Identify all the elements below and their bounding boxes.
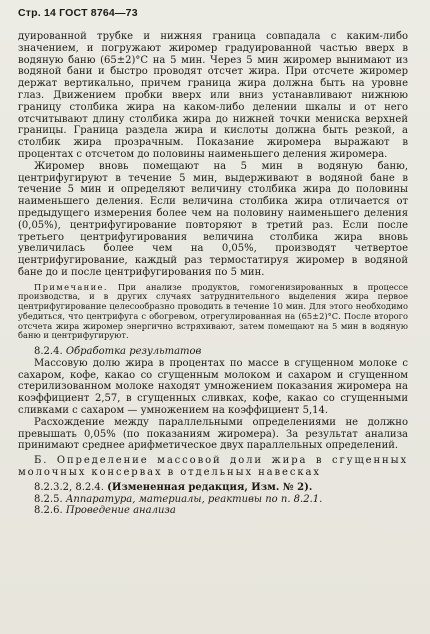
section-title: Аппаратура, материалы, реактивы по п. 8.2.1. xyxy=(65,493,323,505)
note-label: Примечание. xyxy=(34,281,108,292)
section-number: 8.2.6. xyxy=(34,505,66,517)
page-header: Стр. 14 ГОСТ 8764—73 xyxy=(18,7,138,19)
section-number: 8.2.4. xyxy=(34,345,66,357)
section-title: Проведение анализа xyxy=(65,505,176,517)
edit-text: (Измененная редакция, Изм. № 2). xyxy=(107,481,313,493)
section-b-heading: Б. Определение массовой доли жира в сгущенных молочных консервах в отдельных навесках xyxy=(18,455,408,478)
section-number: 8.2.5. xyxy=(34,493,66,505)
section-title: Обработка результатов xyxy=(65,345,202,357)
note-paragraph xyxy=(18,283,408,341)
edit-note xyxy=(18,482,408,494)
edit-number: 8.2.3.2, 8.2.4. xyxy=(34,481,108,493)
note-text: При анализе продуктов, гомогенизированных в процессе производства, и в других случаях затруднительного выделения жира первое центрифугирование целесообразно проводить в течение 10 мин. Для этого необходимо убедиться, что центрифуга с обогревом, отрегулированная на (65±2)°С. После второго отсчета жира жиромер энергично встряхивают, затем помещают на 5 мин в водяную баню и центрифугируют. xyxy=(18,281,408,341)
paragraph-calculation: Массовую долю жира в процентах по массе в сгущенном молоке с сахаром, кофе, какао со сгущенным молоком и сахаром и сгущенном стерилизованном молоке находят умножением показания жиромера на коэффициент 2,57, в сгущенных сливках, кофе, какао со сгущенными сливками с сахаром — умножением на коэффициент 5,14. xyxy=(18,357,408,416)
paragraph-measurement: дуированной трубке и нижняя граница совпадала с каким-либо значением, и погружают жиромер градуированной частью вверх в водяную баню (65±2)°С на 5 мин. Через 5 мин жиромер вынимают из водяной бани и быстро проводят отсчет жира. При отсчете жиромер держат вертикально, причем граница жира должна быть на уровне глаз. Движением пробки вверх или вниз устанавливают нижнюю границу столбика жира на каком-либо делении шкалы и от него отсчитывают длину столбика жира до нижней точки мениска верхней границы. Граница раздела жира и кислоты должна быть резкой, а столбик жира прозрачным. Показание жиромера выражают в процентах с отсчетом до половины наименьшего деления жиромера. xyxy=(18,31,408,160)
section-8-2-4-heading xyxy=(18,346,408,358)
paragraph-centrifuge: Жиромер вновь помещают на 5 мин в водяную баню, центрифугируют в течение 5 мин, выдерживают в водяной бане в течение 5 мин и определяют величину столбика жира до половины наименьшего деления. Если величина столбика жира отличается от предыдущего измерения более чем на половину наименьшего деления (0,05%), центрифугирование повторяют в третий раз. Если после третьего центрифугирования величина столбика жира вновь увеличилась более чем на 0,05%, производят четвертое центрифугирование, каждый раз термостатируя жиромер в водяной бане до и после центрифугирования по 5 мин. xyxy=(18,160,408,278)
section-8-2-5-heading xyxy=(18,494,408,506)
section-8-2-6-heading xyxy=(18,505,408,517)
paragraph-discrepancy: Расхождение между параллельными определениями не должно превышать 0,05% (по показаниям жиромера). За результат анализа принимают среднее арифметическое двух параллельных определений. xyxy=(18,416,408,452)
